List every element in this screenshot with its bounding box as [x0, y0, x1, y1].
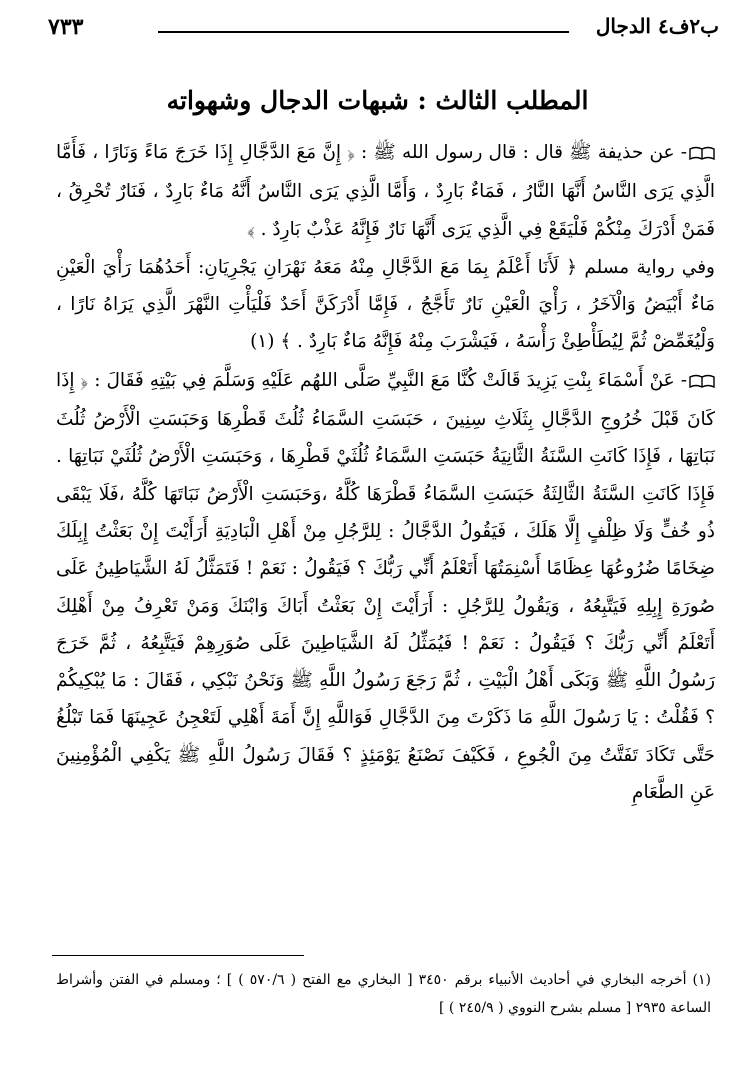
footnote-rule	[52, 955, 304, 956]
paragraph-1-text: - عن حذيفة ﷺ قال : قال رسول الله ﷺ : ﴿ إِنَّ مَعَ الدَّجَّالِ إِذَا خَرَجَ مَاءً وَنَارًا ، فَأَمَّا الَّذِي يَرَى النَّاسُ أَنَّهَا النَّارُ ، فَمَاءٌ بَارِدٌ ، وَأَمَّا الَّذِي يَرَى النَّاسُ أَنَّهُ مَاءٌ بَارِدٌ ، فَنَارٌ تُحْرِقُ ، فَمَنْ أَدْرَكَ مِنْكُمْ فَلْيَقَعْ فِي الَّذِي يَرَى أَنَّهَا نَارٌ فَإِنَّهُ عَذْبٌ بَارِدٌ . ﴾	[56, 142, 715, 240]
page-number: ٧٣٣	[48, 14, 84, 40]
paragraph-3-text: - عَنْ أَسْمَاءَ بِنْتِ يَزِيدَ قَالَتْ كُنَّا مَعَ النَّبِيِّ صَلَّى اللهُم عَلَيْهِ وَسَلَّمَ فِي بَيْتِهِ فَقَالَ : ﴿ إِذَا كَانَ قَبْلَ خُرُوجِ الدَّجَّالِ بِثَلَاثِ سِنِينَ ، حَبَسَتِ السَّمَاءُ ثُلُثَ قَطْرِهَا وَحَبَسَتِ الْأَرْضُ ثُلُثَ نَبَاتِهَا ، فَإِذَا كَانَتِ السَّنَةُ الثَّانِيَةُ حَبَسَتِ السَّمَاءُ ثُلُثَيْ قَطْرِهَا ، وَحَبَسَتِ الْأَرْضُ ثُلُثَيْ نَبَاتِهَا . فَإِذَا كَانَتِ السَّنَةُ الثَّالِثَةُ حَبَسَتِ السَّمَاءُ قَطْرَهَا كُلَّهُ ،وَحَبَسَتِ الْأَرْضُ نَبَاتَهَا كُلَّهُ ،فَلَا يَبْقَى ذُو خُفٍّ وَلَا ظِلْفٍ إِلَّا هَلَكَ ، فَيَقُولُ الدَّجَّالُ : لِلرَّجُلِ مِنْ أَهْلِ الْبَادِيَةِ أَرَأَيْتَ إِنْ بَعَثْتُ إِبِلَكَ ضِخَامًا ضُرُوعُهَا عِظَامًا أَسْنِمَتُهَا أَتَعْلَمُ أَنِّي رَبُّكَ ؟ فَيَقُولُ : نَعَمْ ! فَتَمَثَّلُ لَهُ الشَّيَاطِينُ عَلَى صُورَةِ إِبِلِهِ فَيَتَّبِعُهُ ، وَيَقُولُ لِلرَّجُلِ : أَرَأَيْتَ إِنْ بَعَثْتُ أَبَاكَ وَابْنَكَ وَمَنْ تَعْرِفُ مِنْ أَهْلِكَ أَتَعْلَمُ أَنِّي رَبُّكَ ؟ فَيَقُولُ : نَعَمْ ! فَيُمَثِّلُ لَهُ الشَّيَاطِينَ عَلَى صُوَرِهِمْ فَيَتَّبِعُهُ ، ثُمَّ خَرَجَ رَسُولُ اللَّهِ ﷺ وَبَكَى أَهْلُ الْبَيْتِ ، ثُمَّ رَجَعَ رَسُولُ اللَّهِ ﷺ وَنَحْنُ نَبْكِي ، فَقَالَ : مَا يُبْكِيكُمْ ؟ فَقُلْتُ : يَا رَسُولَ اللَّهِ مَا ذَكَرْتَ مِنَ الدَّجَّالِ فَوَاللَّهِ إِنَّ أَمَةَ أَهْلِي لَتَعْجِنُ عَجِينَهَا فَمَا تَبْلُغُ حَتَّى تَكَادَ تَفَتَّتُ مِنَ الْجُوعِ ، فَكَيْفَ نَصْنَعُ يَوْمَئِذٍ ؟ فَقَالَ رَسُولُ اللَّهِ ﷺ يَكْفِي الْمُؤْمِنِينَ عَنِ الطَّعَامِ	[56, 369, 715, 804]
section-title: المطلب الثالث : شبهات الدجال وشهواته	[166, 86, 589, 115]
open-book-icon	[689, 136, 715, 173]
chapter-label: ب٢ف٤ الدجال	[595, 14, 719, 38]
paragraph-1	[56, 134, 715, 248]
running-header	[48, 14, 719, 44]
header-rule	[158, 31, 569, 33]
paragraph-2	[56, 249, 715, 361]
paragraph-3	[56, 362, 715, 812]
body-text	[56, 134, 715, 811]
paragraph-2-text: وفي رواية مسلم ﴿ لَأَنَا أَعْلَمُ بِمَا مَعَ الدَّجَّالِ مِنْهُ مَعَهُ نَهْرَانِ يَجْرِيَانِ: أَحَدُهُمَا رَأْيَ الْعَيْنِ مَاءٌ أَبْيَضُ وَالْآخَرُ ، رَأْيَ الْعَيْنِ نَارٌ تَأَجَّجُ ، فَإِمَّا أَدْرَكَنَّ أَحَدٌ فَلْيَأْتِ النَّهْرَ الَّذِي يَرَاهُ نَارًا ، وَلْيُغَمِّضْ ثُمَّ لِيُطَأْطِئْ رَأْسَهُ ، فَيَشْرَبَ مِنْهُ فَإِنَّهُ مَاءٌ بَارِدٌ . ﴾ (١)	[56, 256, 715, 353]
open-book-icon	[689, 364, 715, 401]
footnote: (١) أخرجه البخاري في أحاديث الأنبياء برقم ٣٤٥٠ [ البخاري مع الفتح ( ٥٧٠/٦ ) ] ؛ ومسلم في الفتن وأشراط الساعة ٢٩٣٥ [ مسلم بشرح النووي ( ٢٤٥/٩ ) ]	[56, 972, 711, 1016]
